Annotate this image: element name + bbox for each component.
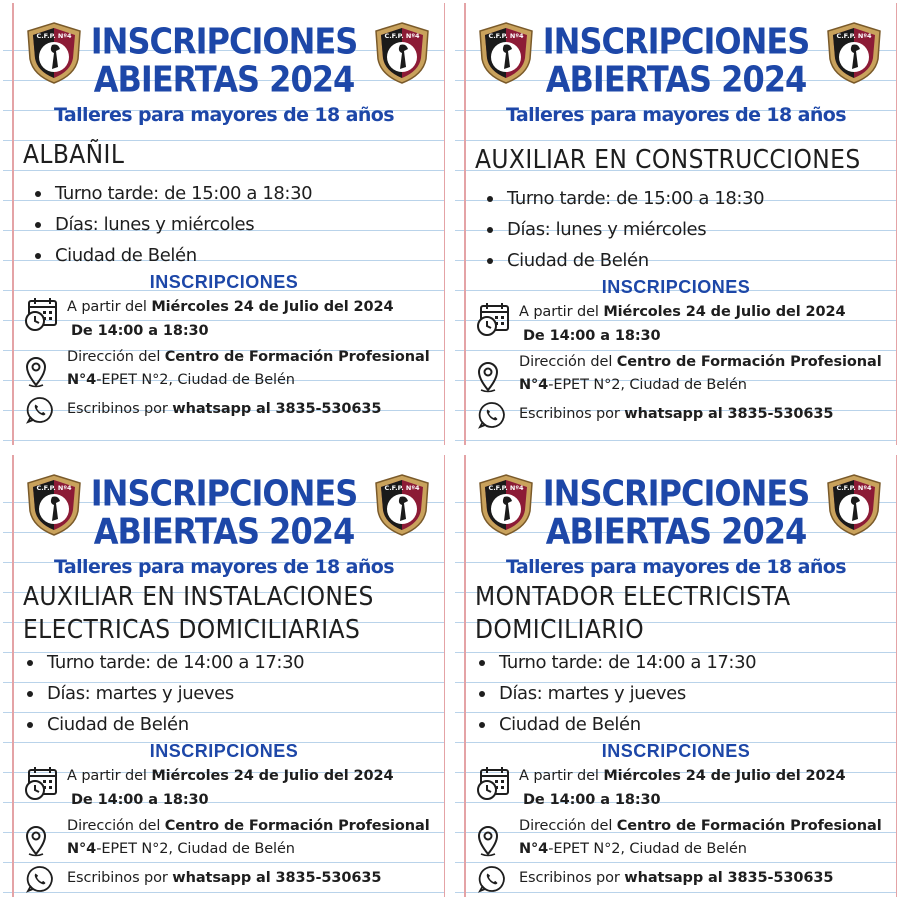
whatsapp-icon xyxy=(25,864,55,894)
address-text-1: Dirección del Centro de Formación Profesional xyxy=(519,818,882,834)
inscripciones-heading: INSCRIPCIONES xyxy=(601,277,751,297)
address-text-1: Dirección del Centro de Formación Profesional xyxy=(519,354,882,370)
schedule-item: Días: lunes y miércoles xyxy=(31,209,312,240)
flyer-auxiliar-construcciones xyxy=(455,3,897,445)
whatsapp-text[interactable]: Escribinos por whatsapp al 3835-530635 xyxy=(519,406,834,422)
inscripciones-heading: INSCRIPCIONES xyxy=(149,741,299,761)
schedule-list xyxy=(31,178,312,271)
title-line-2: ABIERTAS 2024 xyxy=(545,509,807,553)
schedule-item: Turno tarde: de 14:00 a 17:30 xyxy=(475,647,756,678)
schedule-item: Ciudad de Belén xyxy=(475,709,756,740)
title-line-1: INSCRIPCIONES xyxy=(542,19,810,63)
address-text-2: N°4-EPET N°2, Ciudad de Belén xyxy=(67,372,295,388)
subtitle: Talleres para mayores de 18 años xyxy=(54,104,394,126)
schedule-item: Días: lunes y miércoles xyxy=(483,214,764,245)
whatsapp-icon xyxy=(25,395,55,425)
title-line-1: INSCRIPCIONES xyxy=(90,471,358,515)
schedule-item: Días: martes y jueves xyxy=(23,678,304,709)
title-line-2: ABIERTAS 2024 xyxy=(93,57,355,101)
course-title-line-1: AUXILIAR EN INSTALACIONES xyxy=(23,582,374,612)
course-title-line-1: ALBAÑIL xyxy=(23,140,125,170)
time-range: De 14:00 a 18:30 xyxy=(523,792,661,808)
whatsapp-text[interactable]: Escribinos por whatsapp al 3835-530635 xyxy=(519,870,834,886)
title-line-2: ABIERTAS 2024 xyxy=(545,57,807,101)
title-line-2: ABIERTAS 2024 xyxy=(93,509,355,553)
subtitle: Talleres para mayores de 18 años xyxy=(54,556,394,578)
schedule-item: Turno tarde: de 15:00 a 18:30 xyxy=(483,183,764,214)
map-pin-icon xyxy=(23,354,53,390)
whatsapp-text[interactable]: Escribinos por whatsapp al 3835-530635 xyxy=(67,870,382,886)
address-text-2: N°4-EPET N°2, Ciudad de Belén xyxy=(519,841,747,857)
date-text: A partir del Miércoles 24 de Julio del 2024 xyxy=(67,768,394,784)
schedule-list xyxy=(23,647,304,740)
svg-text:C.F.P. Nº4: C.F.P. Nº4 xyxy=(836,484,872,492)
whatsapp-text[interactable]: Escribinos por whatsapp al 3835-530635 xyxy=(67,401,382,417)
schedule-list xyxy=(475,647,756,740)
course-title xyxy=(475,581,893,647)
schedule-item: Días: martes y jueves xyxy=(475,678,756,709)
svg-text:C.F.P. Nº4: C.F.P. Nº4 xyxy=(488,484,524,492)
subtitle: Talleres para mayores de 18 años xyxy=(506,556,846,578)
inscripciones-heading: INSCRIPCIONES xyxy=(601,741,751,761)
course-title xyxy=(23,139,441,172)
course-title xyxy=(23,581,441,647)
address-text-2: N°4-EPET N°2, Ciudad de Belén xyxy=(519,377,747,393)
time-range: De 14:00 a 18:30 xyxy=(71,323,209,339)
schedule-item: Ciudad de Belén xyxy=(483,245,764,276)
date-text: A partir del Miércoles 24 de Julio del 2024 xyxy=(67,299,394,315)
address-text-1: Dirección del Centro de Formación Profesional xyxy=(67,349,430,365)
course-title-line-2: DOMICILIARIO xyxy=(475,615,645,645)
svg-text:C.F.P. Nº4: C.F.P. Nº4 xyxy=(36,484,72,492)
svg-text:C.F.P. Nº4: C.F.P. Nº4 xyxy=(384,32,420,40)
flyer-albanil xyxy=(3,3,445,445)
calendar-clock-icon xyxy=(475,765,511,801)
course-title xyxy=(475,144,893,177)
svg-text:C.F.P. Nº4: C.F.P. Nº4 xyxy=(384,484,420,492)
date-text: A partir del Miércoles 24 de Julio del 2024 xyxy=(519,768,846,784)
map-pin-icon xyxy=(23,823,53,859)
course-title-line-1: MONTADOR ELECTRICISTA xyxy=(475,582,791,612)
time-range: De 14:00 a 18:30 xyxy=(71,792,209,808)
schedule-item: Ciudad de Belén xyxy=(31,240,312,271)
map-pin-icon xyxy=(475,359,505,395)
schedule-item: Turno tarde: de 14:00 a 17:30 xyxy=(23,647,304,678)
whatsapp-icon xyxy=(477,864,507,894)
svg-text:C.F.P. Nº4: C.F.P. Nº4 xyxy=(36,32,72,40)
svg-text:C.F.P. Nº4: C.F.P. Nº4 xyxy=(836,32,872,40)
inscripciones-heading: INSCRIPCIONES xyxy=(149,272,299,292)
calendar-clock-icon xyxy=(23,296,59,332)
title-line-1: INSCRIPCIONES xyxy=(542,471,810,515)
schedule-list xyxy=(483,183,764,276)
address-text-1: Dirección del Centro de Formación Profesional xyxy=(67,818,430,834)
address-text-2: N°4-EPET N°2, Ciudad de Belén xyxy=(67,841,295,857)
calendar-clock-icon xyxy=(475,301,511,337)
map-pin-icon xyxy=(475,823,505,859)
schedule-item: Ciudad de Belén xyxy=(23,709,304,740)
flyer-montador-electricista xyxy=(455,455,897,897)
calendar-clock-icon xyxy=(23,765,59,801)
svg-text:C.F.P. Nº4: C.F.P. Nº4 xyxy=(488,32,524,40)
subtitle: Talleres para mayores de 18 años xyxy=(506,104,846,126)
flyer-auxiliar-instalaciones xyxy=(3,455,445,897)
date-text: A partir del Miércoles 24 de Julio del 2024 xyxy=(519,304,846,320)
course-title-line-1: AUXILIAR EN CONSTRUCCIONES xyxy=(475,145,861,175)
title-line-1: INSCRIPCIONES xyxy=(90,19,358,63)
course-title-line-2: ELECTRICAS DOMICILIARIAS xyxy=(23,615,361,645)
schedule-item: Turno tarde: de 15:00 a 18:30 xyxy=(31,178,312,209)
time-range: De 14:00 a 18:30 xyxy=(523,328,661,344)
whatsapp-icon xyxy=(477,400,507,430)
